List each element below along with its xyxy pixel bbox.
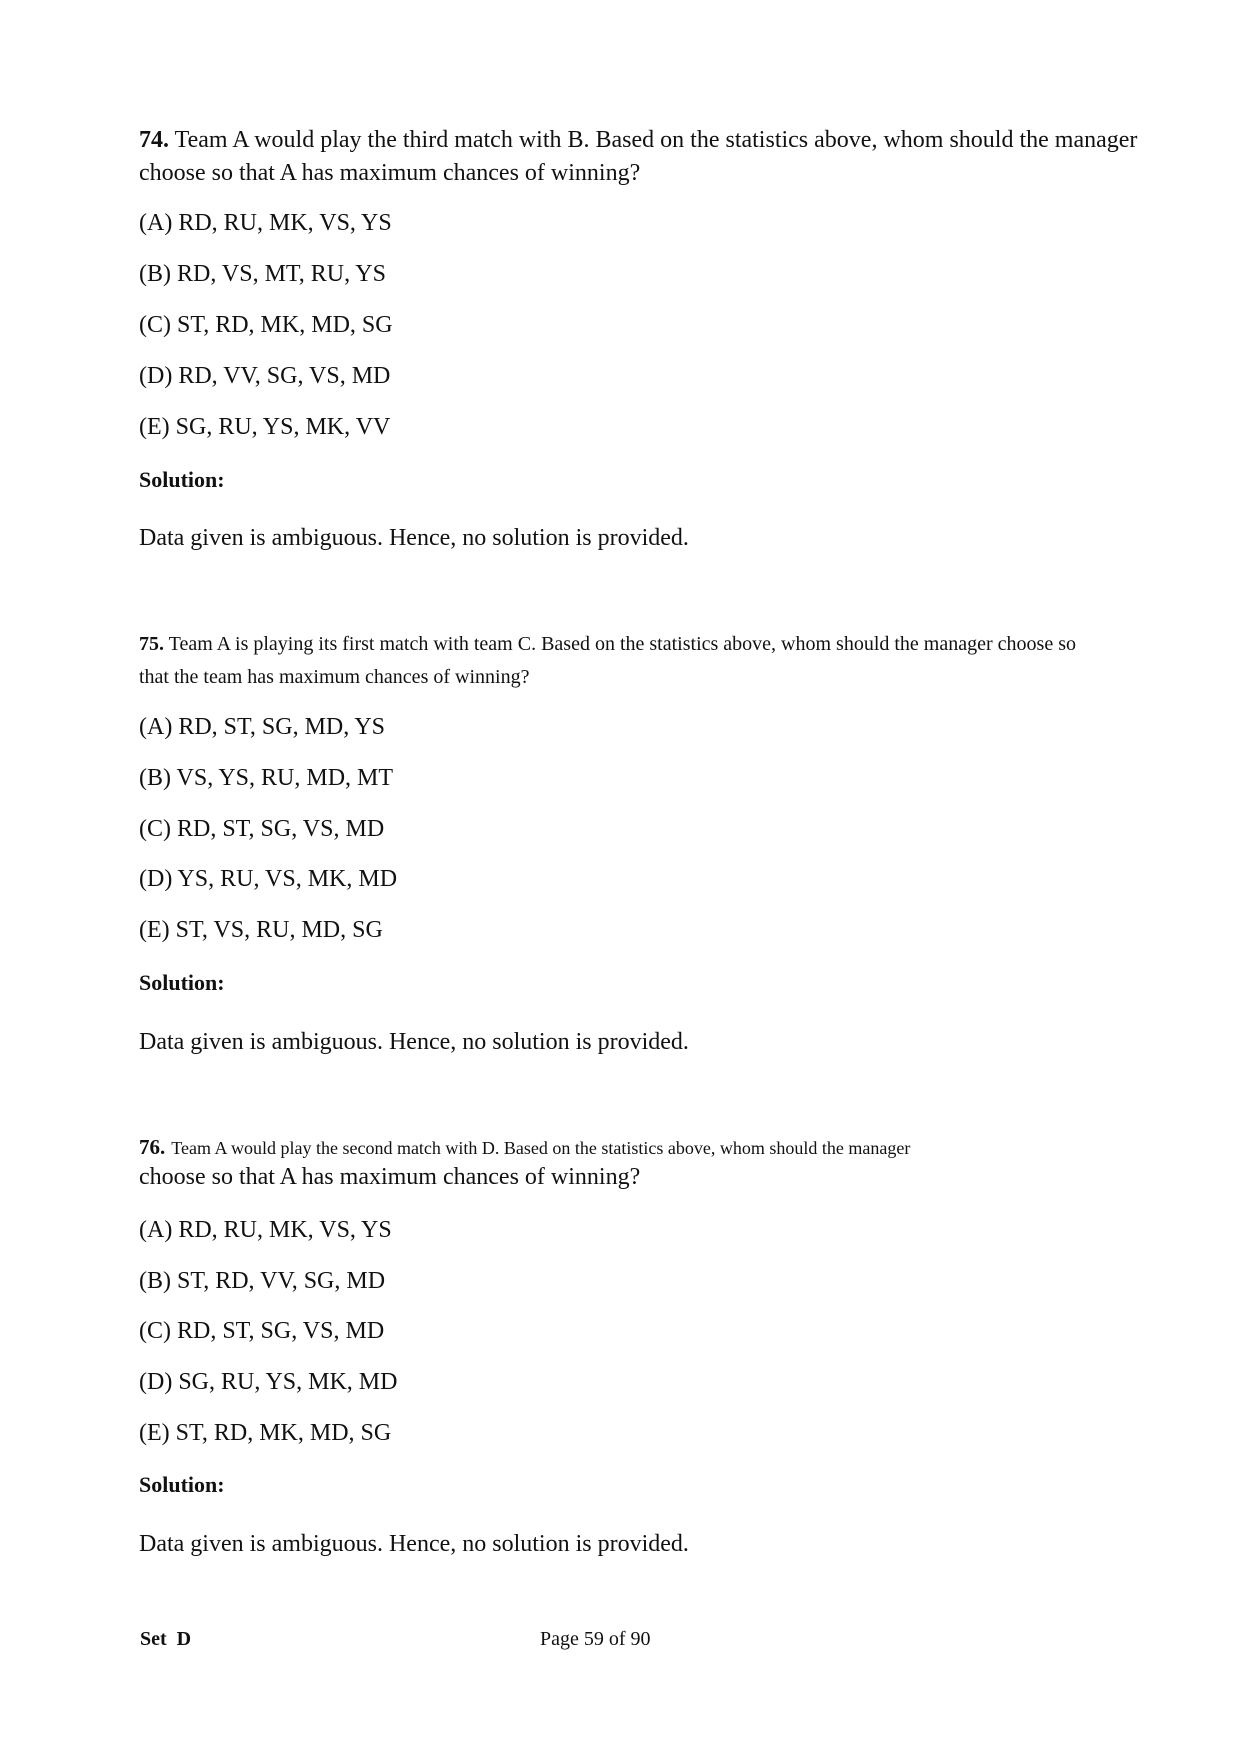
option-e: (E) ST, VS, RU, MD, SG — [139, 917, 383, 943]
option-d: (D) RD, VV, SG, VS, MD — [139, 363, 391, 389]
option-d: (D) SG, RU, YS, MK, MD — [139, 1369, 398, 1395]
option-a: (A) RD, RU, MK, VS, YS — [139, 1217, 392, 1243]
option-d: (D) YS, RU, VS, MK, MD — [139, 866, 398, 892]
option-c: (C) ST, RD, MK, MD, SG — [139, 312, 393, 338]
footer-set-label: Set D — [140, 1628, 192, 1650]
option-e: (E) ST, RD, MK, MD, SG — [139, 1420, 392, 1446]
question-number: 76. — [139, 1135, 166, 1159]
option-c: (C) RD, ST, SG, VS, MD — [139, 1318, 385, 1344]
option-b: (B) VS, YS, RU, MD, MT — [139, 765, 394, 791]
option-b: (B) RD, VS, MT, RU, YS — [139, 261, 386, 287]
footer-page-number: Page 59 of 90 — [540, 1628, 651, 1650]
question-number: 75. — [139, 633, 164, 655]
option-a: (A) RD, RU, MK, VS, YS — [139, 210, 392, 236]
solution-label: Solution: — [139, 467, 225, 492]
question-number: 74. — [139, 127, 169, 153]
question-text: Team A is playing its first match with team C. Based on the statistics above, whom should the manager choose so that the team has maximum chances of winning? — [139, 633, 1076, 688]
option-b: (B) ST, RD, VV, SG, MD — [139, 1268, 386, 1294]
option-e: (E) SG, RU, YS, MK, VV — [139, 414, 391, 440]
option-c: (C) RD, ST, SG, VS, MD — [139, 816, 385, 842]
question-76-stem-line1 — [139, 1132, 910, 1163]
option-a: (A) RD, ST, SG, MD, YS — [139, 714, 386, 740]
question-75-stem — [139, 628, 1099, 694]
solution-text: Data given is ambiguous. Hence, no solution is provided. — [139, 1531, 689, 1557]
question-74-stem — [139, 124, 1199, 190]
solution-label: Solution: — [139, 1472, 225, 1497]
question-text-line2: choose so that A has maximum chances of winning? — [139, 1164, 641, 1190]
question-text: Team A would play the third match with B. Based on the statistics above, whom should the manager choose so that A has maximum chances of winning? — [139, 127, 1138, 186]
solution-text: Data given is ambiguous. Hence, no solution is provided. — [139, 1029, 689, 1055]
question-text-line1: Team A would play the second match with D. Based on the statistics above, whom should the manager — [171, 1138, 911, 1158]
solution-text: Data given is ambiguous. Hence, no solution is provided. — [139, 525, 689, 551]
solution-label: Solution: — [139, 970, 225, 995]
